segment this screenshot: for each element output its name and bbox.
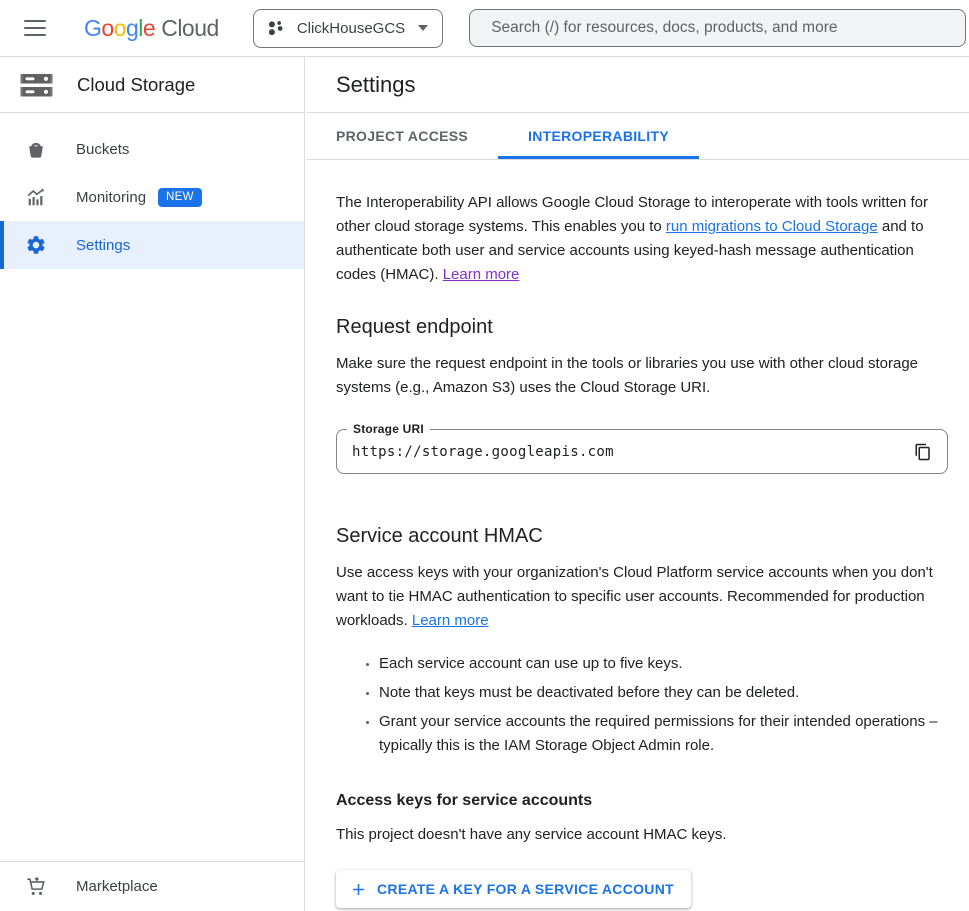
hmac-bullet-list <box>336 652 948 758</box>
project-selector-button[interactable] <box>253 9 443 48</box>
learn-more-link-hmac[interactable]: Learn more <box>411 612 489 629</box>
main-content <box>306 57 969 911</box>
bullet-item: • Each service account can use up to five keys. <box>379 652 948 676</box>
request-endpoint-heading: Request endpoint <box>336 316 493 338</box>
hamburger-menu-icon[interactable] <box>24 16 48 40</box>
service-account-hmac-heading: Service account HMAC <box>336 525 543 547</box>
intro-text-before: The Interoperability API allows Google Cloud Storage to interoperate with tools written for other cloud storage systems. This enables you to <box>336 194 928 235</box>
sidebar-item-buckets[interactable] <box>0 125 304 173</box>
copy-button[interactable] <box>909 438 937 466</box>
gear-icon <box>24 233 48 257</box>
search-input[interactable] <box>469 9 966 47</box>
google-logo-wordmark: Google <box>84 14 156 41</box>
intro-text-middle: and to authenticate both user and service accounts using keyed-hash message authentication codes (HMAC). <box>336 218 924 283</box>
project-name-label: ClickHouseGCS <box>296 19 406 37</box>
hmac-text: Use access keys with your organization's Cloud Platform service accounts when you don't want to tie HMAC authentication to specific user accounts. Recommended for production workloads. <box>336 564 933 629</box>
request-endpoint-paragraph: Make sure the request endpoint in the tools or libraries you use with other cloud storage systems (e.g., Amazon S3) uses the Cloud Storage URI. <box>336 355 918 396</box>
marketplace-cart-icon <box>24 875 48 899</box>
cloud-logo-text: Cloud <box>161 14 219 41</box>
sidebar <box>0 57 305 911</box>
tab-content <box>306 160 969 908</box>
page-header <box>306 57 969 113</box>
search-container <box>469 9 966 47</box>
sidebar-nav <box>0 113 304 269</box>
bullet-item: • Grant your service accounts the required permissions for their intended operations – typically this is the IAM Storage Object Admin role. <box>379 710 948 758</box>
project-dots-icon <box>266 18 286 38</box>
plus-icon <box>349 880 368 899</box>
sidebar-product-name: Cloud Storage <box>77 73 196 95</box>
sidebar-item-settings[interactable] <box>0 221 304 269</box>
page-title: Settings <box>336 71 416 97</box>
copy-icon <box>914 443 932 461</box>
tab-bar <box>306 113 969 160</box>
storage-uri-field <box>336 422 948 474</box>
sidebar-item-label: Settings <box>76 236 131 254</box>
bucket-icon <box>24 137 48 161</box>
tab-project-access[interactable]: PROJECT ACCESS <box>336 128 469 144</box>
access-keys-empty-text: This project doesn't have any service account HMAC keys. <box>336 826 727 843</box>
sidebar-item-label: Marketplace <box>76 878 158 895</box>
storage-uri-label: Storage URI <box>347 422 430 436</box>
learn-more-link-interoperability[interactable]: Learn more <box>442 266 520 283</box>
top-bar <box>0 0 969 57</box>
new-badge: NEW <box>158 188 202 207</box>
sidebar-item-monitoring[interactable] <box>0 173 304 221</box>
sidebar-item-marketplace[interactable] <box>0 862 304 911</box>
bullet-item: • Note that keys must be deactivated before they can be deleted. <box>379 681 948 705</box>
sidebar-item-label: Buckets <box>76 140 130 158</box>
storage-uri-value[interactable]: https://storage.googleapis.com <box>352 443 614 460</box>
run-migrations-link[interactable]: run migrations to Cloud Storage <box>665 218 878 235</box>
service-account-hmac-paragraph <box>336 561 948 633</box>
create-key-button[interactable] <box>336 870 691 908</box>
monitoring-icon <box>24 185 48 209</box>
google-cloud-logo[interactable] <box>84 15 219 42</box>
sidebar-item-label: Monitoring <box>76 188 147 206</box>
create-key-button-label: CREATE A KEY FOR A SERVICE ACCOUNT <box>377 881 674 897</box>
intro-paragraph <box>336 191 948 287</box>
access-keys-heading: Access keys for service accounts <box>336 792 593 809</box>
tab-interoperability[interactable]: INTEROPERABILITY <box>498 113 699 159</box>
sidebar-product-header <box>0 57 304 113</box>
sidebar-footer <box>0 861 304 911</box>
cloud-storage-icon <box>18 67 55 103</box>
chevron-down-icon <box>418 25 428 31</box>
